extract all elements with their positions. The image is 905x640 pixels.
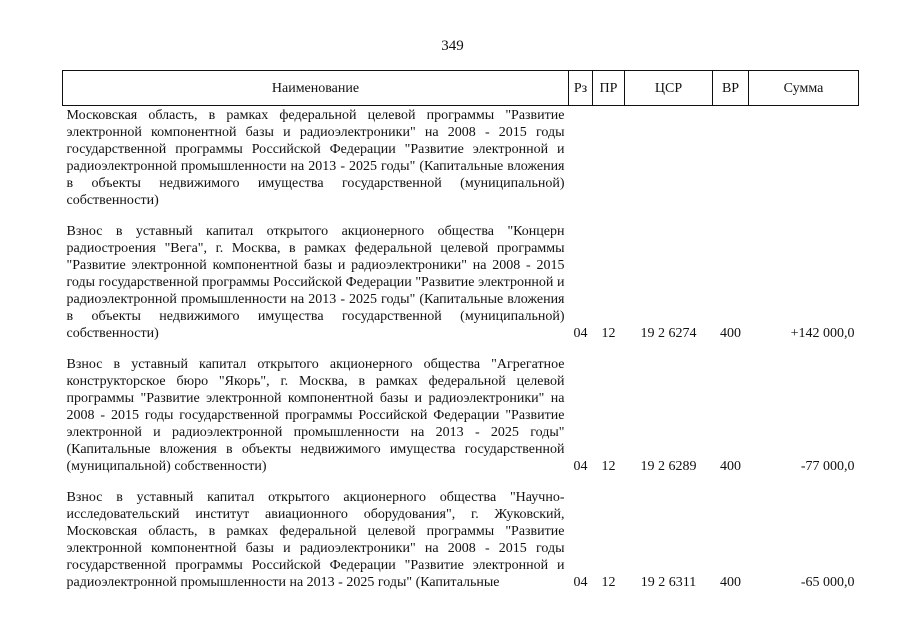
- header-name: Наименование: [63, 71, 569, 106]
- row-vr: [713, 106, 749, 210]
- row-sum: [749, 106, 859, 210]
- table-header: [63, 71, 859, 106]
- row-sum: +142 000,0: [790, 326, 855, 341]
- row-rz: 04: [573, 459, 588, 474]
- row-name: Взнос в уставный капитал открытого акционерного общества "Концерн радиостроения "Вега", г. Москва, в рамках федеральной целевой программы "Развитие электронной компонентной базы и радиоэлектроники" на 2008 - 2015 годы государственной программы Российской Федерации "Развитие электронной и радиоэлектронной промышленности на 2013 - 2025 годы" (Капитальные вложения в объекты недвижимого имущества государственной (муниципальной) собственности): [66, 224, 565, 341]
- table-row: [63, 106, 859, 210]
- header-rz: Рз: [569, 71, 593, 106]
- table-body: [63, 106, 859, 592]
- row-pr: 12: [601, 326, 616, 341]
- row-pr: 12: [601, 575, 616, 590]
- row-vr: 400: [720, 575, 741, 590]
- row-rz: [569, 106, 593, 210]
- row-pr: 12: [601, 459, 616, 474]
- row-rz: 04: [573, 575, 588, 590]
- row-vr: 400: [720, 459, 741, 474]
- table-row: [63, 356, 859, 475]
- row-sum: -77 000,0: [800, 459, 855, 474]
- row-csr: [625, 106, 713, 210]
- budget-table: [62, 70, 859, 591]
- row-csr: 19 2 6289: [640, 459, 697, 474]
- row-name: Взнос в уставный капитал открытого акционерного общества "Научно-исследовательский институт авиационного оборудования", г. Жуковский, Московская область, в рамках федеральной целевой программы "Развитие электронной компонентной базы и радиоэлектроники" на 2008 - 2015 годы государственной программы Российской Федерации "Развитие электронной и радиоэлектронной промышленности на 2013 - 2025 годы" (Капитальные: [66, 490, 565, 590]
- header-vr: ВР: [713, 71, 749, 106]
- row-pr: [593, 106, 625, 210]
- row-name: Московская область, в рамках федеральной целевой программы "Развитие электронной компонентной базы и радиоэлектроники" на 2008 - 2015 годы государственной программы Российской Федерации "Развитие электронной и радиоэлектронной промышленности на 2013 - 2025 годы" (Капитальные вложения в объекты недвижимого имущества государственной (муниципальной) собственности): [66, 108, 565, 208]
- table-row: [63, 489, 859, 591]
- header-pr: ПР: [593, 71, 625, 106]
- row-csr: 19 2 6274: [640, 326, 697, 341]
- row-rz: 04: [573, 326, 588, 341]
- header-csr: ЦСР: [625, 71, 713, 106]
- row-name: Взнос в уставный капитал открытого акционерного общества "Агрегатное конструкторское бюро "Якорь", г. Москва, в рамках федеральной целевой программы "Развитие электронной компонентной базы и радиоэлектроники" на 2008 - 2015 годы государственной программы Российской Федерации "Развитие электронной и радиоэлектронной промышленности на 2013 - 2025 годы" (Капитальные вложения в объекты недвижимого имущества государственной (муниципальной) собственности): [66, 357, 565, 474]
- table-row: [63, 223, 859, 342]
- row-sum: -65 000,0: [800, 575, 855, 590]
- header-sum: Сумма: [749, 71, 859, 106]
- page-number: 349: [441, 38, 464, 54]
- row-vr: 400: [720, 326, 741, 341]
- row-csr: 19 2 6311: [640, 575, 697, 590]
